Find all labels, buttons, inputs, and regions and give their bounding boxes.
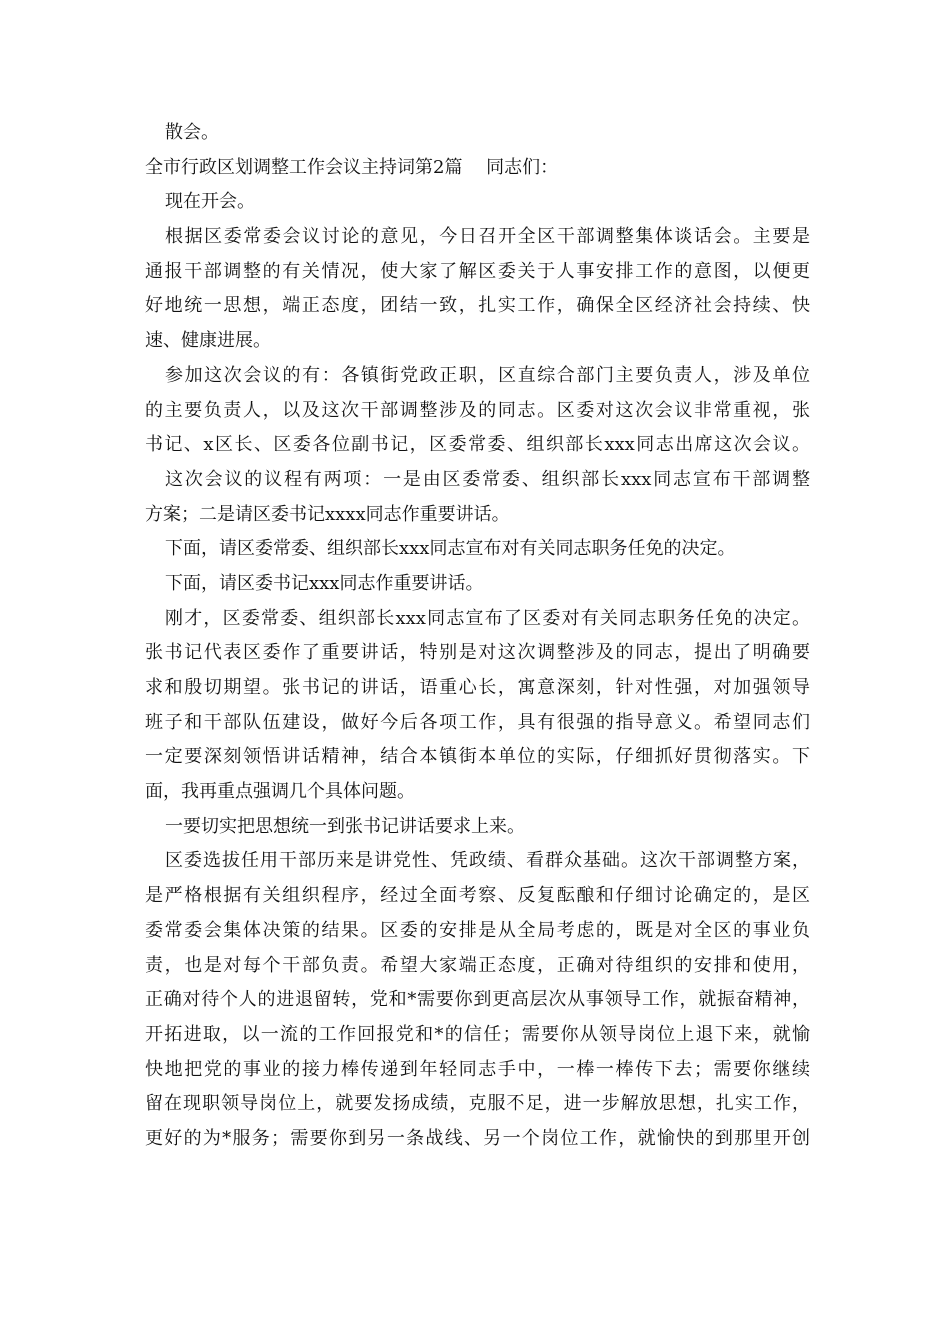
- text-line: 留在现职领导岗位上，就要发扬成绩，克服不足，进一步解放思想，扎实工作，: [145, 1093, 810, 1115]
- text-line: 通报干部调整的有关情况，使大家了解区委关于人事安排工作的意图，以便更: [145, 260, 810, 282]
- text-line: 开拓进取，以一流的工作回报党和*的信任；需要你从领导岗位上退下来，就愉: [145, 1023, 810, 1045]
- text-line: 参加这次会议的有：各镇街党政正职，区直综合部门主要负责人，涉及单位: [165, 364, 810, 386]
- text-line: 班子和干部队伍建设，做好今后各项工作，具有很强的指导意义。希望同志们: [145, 711, 810, 733]
- text-line: 速、健康进展。: [145, 330, 271, 352]
- text-line: 快地把党的事业的接力棒传递到年轻同志手中，一棒一棒传下去；需要你继续: [145, 1058, 810, 1080]
- text-line: 委常委会集体决策的结果。区委的安排是从全局考虑的，既是对全区的事业负: [145, 919, 810, 941]
- text-line: 刚才，区委常委、组织部长xxx同志宣布了区委对有关同志职务任免的决定。: [165, 607, 810, 629]
- text-line: 面，我再重点强调几个具体问题。: [145, 781, 415, 803]
- text-line: 求和殷切期望。张书记的讲话，语重心长，寓意深刻，针对性强，对加强领导: [145, 677, 810, 698]
- text-line: 下面，请区委常委、组织部长xxx同志宣布对有关同志职务任免的决定。: [165, 538, 736, 560]
- text-line: 是严格根据有关组织程序，经过全面考察、反复酝酿和仔细讨论确定的，是区: [145, 885, 810, 907]
- text-line: 正确对待个人的进退留转，党和*需要你到更高层次从事领导工作，就振奋精神，: [145, 989, 810, 1011]
- text-line: 一要切实把思想统一到张书记讲话要求上来。: [165, 815, 525, 837]
- text-line: 更好的为*服务；需要你到另一条战线、另一个岗位工作，就愉快的到那里开创: [145, 1127, 810, 1149]
- text-line: 全市行政区划调整工作会议主持词第2篇 同志们：: [145, 156, 559, 178]
- text-line: 张书记代表区委作了重要讲话，特别是对这次调整涉及的同志，提出了明确要: [145, 642, 810, 664]
- text-line: 责，也是对每个干部负责。希望大家端正态度，正确对待组织的安排和使用，: [145, 954, 810, 976]
- text-line: 的主要负责人，以及这次干部调整涉及的同志。区委对这次会议非常重视，张: [145, 399, 810, 421]
- text-line: 好地统一思想，端正态度，团结一致，扎实工作，确保全区经济社会持续、快: [145, 295, 810, 317]
- text-line: 根据区委常委会议讨论的意见，今日召开全区干部调整集体谈话会。主要是: [165, 226, 810, 248]
- text-line: 散会。: [165, 122, 219, 143]
- text-line: 区委选拔任用干部历来是讲党性、凭政绩、看群众基础。这次干部调整方案，: [165, 850, 810, 872]
- text-line: 方案；二是请区委书记xxxx同志作重要讲话。: [145, 503, 510, 525]
- document-body: [145, 116, 810, 1157]
- text-line: 这次会议的议程有两项：一是由区委常委、组织部长xxx同志宣布干部调整: [165, 468, 810, 490]
- text-line: 下面，请区委书记xxx同志作重要讲话。: [165, 572, 484, 594]
- text-line: 书记、x区长、区委各位副书记，区委常委、组织部长xxx同志出席这次会议。: [145, 434, 810, 456]
- text-line: 一定要深刻领悟讲话精神，结合本镇街本单位的实际，仔细抓好贯彻落实。下: [145, 746, 810, 768]
- text-line: 现在开会。: [165, 191, 255, 213]
